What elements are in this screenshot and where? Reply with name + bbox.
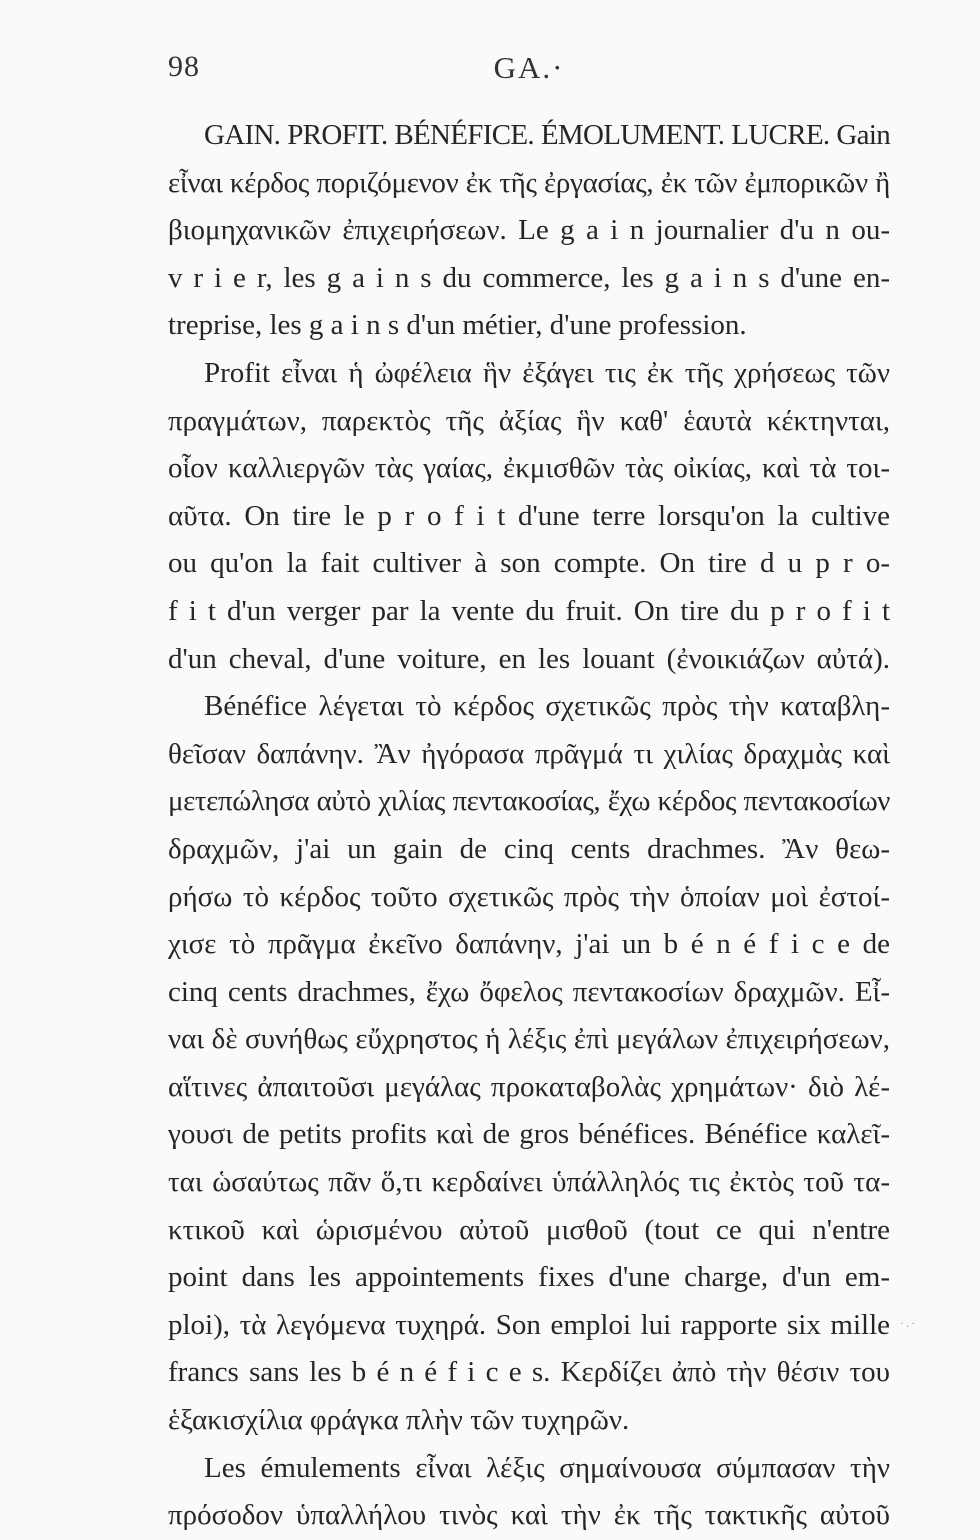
entry-heading-line: GAIN. PROFIT. BÉNÉFICE. ÉMOLUMENT. LUCRE. Gain	[204, 119, 890, 151]
text-line: treprise, les g a i n s d'un métier, d'une profession.	[168, 309, 747, 342]
text-line: f i t d'un verger par la vente du fruit. On tire du p r o f i t	[168, 594, 890, 627]
text-line: πραγμάτων, παρεκτὸς τῆς ἀξίας ἣν καθ' ἑαυτὰ κέκτηνται,	[168, 404, 890, 437]
page-header	[168, 50, 890, 94]
scan-mark: ·.·	[900, 1316, 917, 1330]
text-line: ou qu'on la fait cultiver à son compte. On tire d u p r o-	[168, 547, 890, 580]
text-line: πρόσοδον ὑπαλλήλου τινὸς καὶ τὴν ἐκ τῆς τακτικῆς αὐτοῦ	[168, 1499, 890, 1532]
paragraph-start-line: Bénéfice λέγεται τὸ κέρδος σχετικῶς πρὸς τὴν καταβλη-	[204, 690, 890, 723]
text-line: οἷον καλλιεργῶν τὰς γαίας, ἐκμισθῶν τὰς οἰκίας, καὶ τὰ τοι-	[168, 452, 890, 485]
text-line: βιομηχανικῶν ἐπιχειρήσεων. Le g a i n journalier d'u n ou-	[168, 214, 890, 247]
text-line: γουσι de petits profits καὶ de gros bénéfices. Bénéfice καλεῖ-	[168, 1118, 890, 1151]
text-line: ρήσω τὸ κέρδος τοῦτο σχετικῶς πρὸς τὴν ὁποίαν μοὶ ἐστοί-	[168, 880, 890, 913]
page-number: 98	[168, 50, 200, 83]
text-line: d'un cheval, d'une voiture, en les louant (ἐνοικιάζων αὐτά).	[168, 642, 890, 675]
body-text	[168, 112, 890, 1540]
text-line: εἶναι κέρδος ποριζόμενον ἐκ τῆς ἐργασίας, ἐκ τῶν ἐμπορικῶν ἢ	[168, 166, 890, 199]
paragraph-start-line: Les émulements εἶναι λέξις σημαίνουσα σύμπασαν τὴν	[204, 1451, 890, 1484]
text-line: ἑξακισχίλια φράγκα πλὴν τῶν τυχηρῶν.	[168, 1404, 630, 1437]
text-line: point dans les appointements fixes d'une charge, d'un em-	[168, 1261, 890, 1294]
text-line: ploi), τὰ λεγόμενα τυχηρά. Son emploi lui rapporte six mille	[168, 1308, 890, 1341]
text-line: κτικοῦ καὶ ὡρισμένου αὐτοῦ μισθοῦ (tout ce qui n'entre	[168, 1213, 890, 1246]
text-line: χισε τὸ πρᾶγμα ἐκεῖνο δαπάνην, j'ai un b é n é f i c e de	[168, 928, 890, 961]
text-line: θεῖσαν δαπάνην. Ἂν ἠγόρασα πρᾶγμά τι χιλίας δραχμὰς καὶ	[168, 737, 890, 770]
text-line: δραχμῶν, j'ai un gain de cinq cents drachmes. Ἂν θεω-	[168, 832, 890, 865]
text-line: cinq cents drachmes, ἔχω ὄφελος πεντακοσίων δραχμῶν. Εἶ-	[168, 975, 890, 1008]
text-line: μετεπώλησα αὐτὸ χιλίας πεντακοσίας, ἔχω κέρδος πεντακοσίων	[168, 785, 890, 818]
running-head: GA.·	[493, 50, 565, 85]
text-line: ται ὡσαύτως πᾶν ὅ,τι κερδαίνει ὑπάλληλός τις ἐκτὸς τοῦ τα-	[168, 1166, 890, 1199]
text-line: francs sans les b é n é f i c e s. Κερδίζει ἀπὸ τὴν θέσιν του	[168, 1356, 890, 1389]
paragraph-start-line: Profit εἶναι ἡ ὠφέλεια ἣν ἐξάγει τις ἐκ τῆς χρήσεως τῶν	[204, 356, 890, 389]
text-line: v r i e r, les g a i n s du commerce, les g a i n s d'une en-	[168, 261, 890, 294]
text-line: ναι δὲ συνήθως εὔχρηστος ἡ λέξις ἐπὶ μεγάλων ἐπιχειρήσεων,	[168, 1023, 890, 1056]
text-line: αἵτινες ἀπαιτοῦσι μεγάλας προκαταβολὰς χρημάτων· διὸ λέ-	[168, 1070, 890, 1103]
text-line: αῦτα. On tire le p r o f i t d'une terre lorsqu'on la cultive	[168, 499, 890, 532]
